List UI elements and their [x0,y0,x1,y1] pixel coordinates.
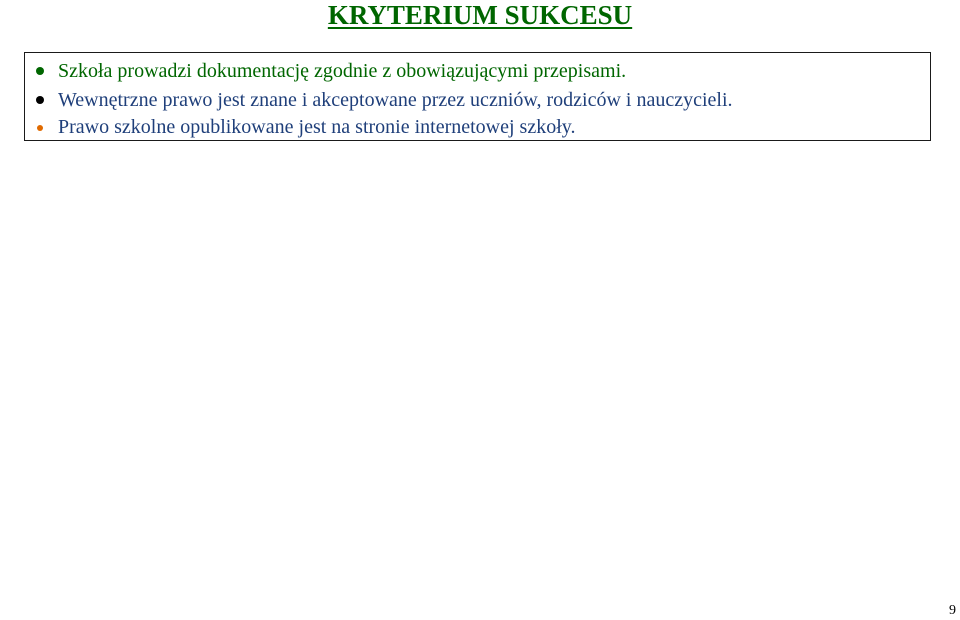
criteria-item-text: Szkoła prowadzi dokumentację zgodnie z obowiązującymi przepisami. [58,60,627,82]
criteria-item-text: Prawo szkolne opublikowane jest na stronie internetowej szkoły. [58,116,576,138]
criteria-item-text: Wewnętrzne prawo jest znane i akceptowane przez uczniów, rodziców i nauczycieli. [58,89,733,111]
page-number: 9 [949,603,956,618]
criteria-box [24,52,931,141]
bullet-icon [36,96,44,104]
slide-title: KRYTERIUM SUKCESU [327,0,633,30]
bullet-icon [37,125,43,131]
bullet-icon [36,67,44,75]
